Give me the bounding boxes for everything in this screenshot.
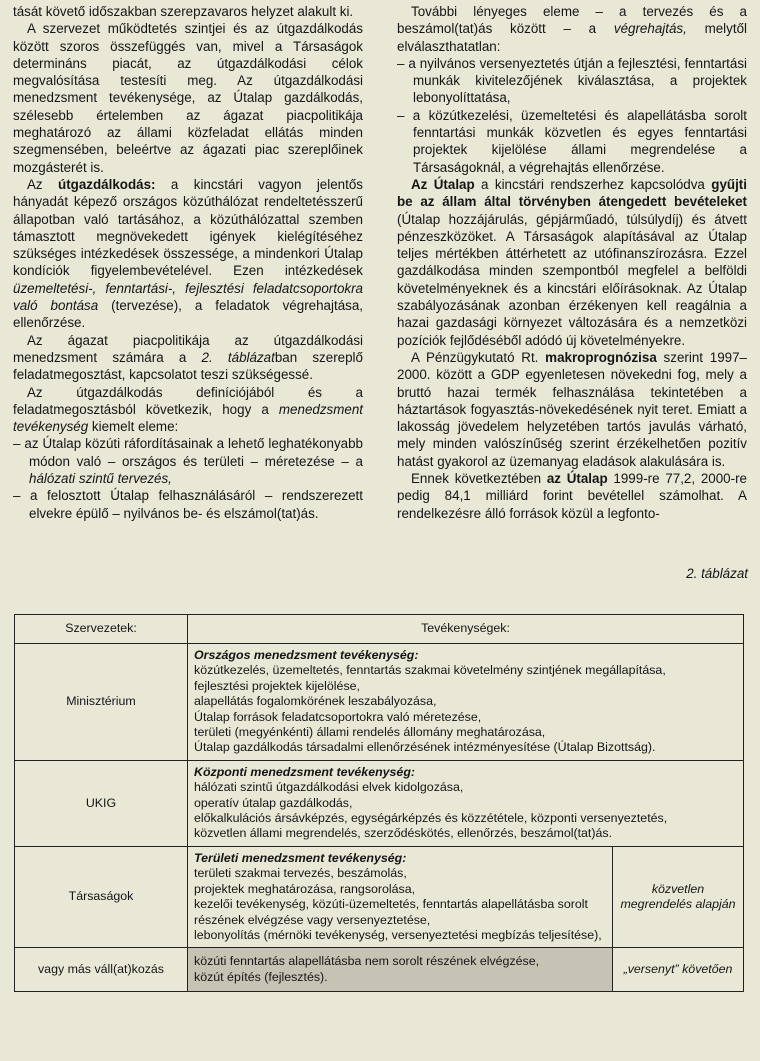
paragraph: További lényeges eleme – a tervezés és a beszámol(tat)ás között – a végrehajtás, melytől elválaszthatatlan: bbox=[397, 4, 747, 54]
left-text-column bbox=[13, 3, 363, 522]
right-text-column bbox=[397, 3, 747, 522]
responsibility-table bbox=[14, 614, 744, 992]
bullet-list bbox=[397, 55, 747, 176]
activity-item: közvetlen állami megrendelés, szerződéskötés, ellenőrzés, beszámol(tat)ás. bbox=[194, 826, 613, 841]
paragraph: Az útgazdálkodás definíciójából és a feladatmegosztásból következik, hogy a menedzsment tevékenység kiemelt eleme: bbox=[13, 384, 363, 435]
activity-item: alapellátás fogalomkörének leszabályozása, bbox=[194, 694, 437, 709]
header-cell-organizations: Szervezetek: bbox=[15, 615, 188, 644]
activity-item: projektek meghatározása, rangsorolása, bbox=[194, 881, 416, 896]
activity-item: fejlesztési projektek kijelölése, bbox=[194, 678, 360, 693]
activity-item: lebonyolítás (mérnöki tevékenység, versenyeztetési megbízás teljesítése), bbox=[194, 927, 602, 942]
activity-item: Útalap gazdálkodás társadalmi ellenőrzésének intézményesítése (Útalap Bizottság). bbox=[194, 740, 656, 755]
activities-cell bbox=[188, 846, 613, 947]
list-item: – a nyilvános versenyeztetés útján a fejlesztési, fenntartási munkák kivitelezőjének kiválasztása, a projektek lebonyolíttatása, bbox=[397, 55, 747, 106]
activities-cell bbox=[188, 644, 744, 761]
activities-cell bbox=[188, 760, 744, 846]
list-item: – az Útalap közúti ráfordításainak a lehető leghatékonyabb módon való – országos és területi – méretezése – a hálózati szintű tervezés, bbox=[13, 436, 363, 487]
table-row bbox=[15, 760, 744, 846]
note-cell: közvetlen megrendelés alapján bbox=[613, 846, 744, 947]
table-header-row bbox=[15, 615, 744, 644]
paragraph: A szervezet működtetés szintjei és az útgazdálkodás között szoros összefüggés van, mivel a Társaságok determináns piacát, az útgazdálkodási célok megvalósítása testesíti meg. Az útgazdálkodási menedzsment tevékenysége, az Útalap gazdálkodás, szélesebb értelemben az ágazat piacpolitikája meghatározó az állami közfeladat ellátás minden szegmensében, beleértve az ágazati piac szereplőinek mozgásterét is. bbox=[13, 21, 363, 175]
paragraph: tását követő időszakban szerepzavaros helyzet alakult ki. bbox=[13, 4, 354, 19]
section-title: Központi menedzsment tevékenység: bbox=[194, 764, 416, 779]
org-cell: Minisztérium bbox=[15, 644, 188, 761]
org-cell: vagy más váll(at)kozás bbox=[15, 948, 188, 992]
table-row bbox=[15, 644, 744, 761]
table-row bbox=[15, 948, 744, 992]
note-cell: „versenyt” követően bbox=[613, 948, 744, 992]
list-item: – a közútkezelési, üzemeltetési és alapellátásba sorolt fenntartási munkák közvetlen és egyes fenntartási projektek kijelölése állami megrendelése a Társaságoknál, a végrehajtás ellenőrzése. bbox=[397, 107, 747, 175]
activity-item: előkalkulációs ársávképzés, egységárképzés és közzététele, központi versenyeztetés, bbox=[194, 811, 668, 826]
activity-item: operatív útalap gazdálkodás, bbox=[194, 795, 353, 810]
activity-item: területi (megyénkénti) állami rendelés állomány meghatározása, bbox=[194, 725, 546, 740]
activity-item: közúti fenntartás alapellátásba nem sorolt részének elvégzése, bbox=[194, 954, 540, 969]
paragraph: A Pénzügykutató Rt. makroprognózisa szerint 1997–2000. között a GDP egyenletesen növekedni fog, mely a bruttó hazai termék felhasználása tekintetében a háztartások fogyasztás-növekedésének nyit teret. Emiatt a lakosság jövedelem helyzetében tartós javulás várható, mely minden valószínűség szerint érzékelhetően pozitív hatást gyakorol az üzemanyag eladások alakulására is. bbox=[397, 349, 747, 469]
activity-item: Útalap források feladatcsoportokra való méretezése, bbox=[194, 709, 482, 724]
activity-item: kezelői tevékenység, közúti-üzemeltetés, fenntartás alapellátásba sorolt részének elvégzése vagy versenyeztetése, bbox=[194, 897, 588, 927]
activity-item: közút építés (fejlesztés). bbox=[194, 969, 328, 984]
section-title: Országos menedzsment tevékenység: bbox=[194, 648, 419, 662]
header-cell-activities: Tevékenységek: bbox=[188, 615, 744, 644]
org-cell: UKIG bbox=[15, 760, 188, 846]
term-bold: útgazdálkodás: bbox=[58, 176, 156, 192]
activity-item: területi szakmai tervezés, beszámolás, bbox=[194, 866, 407, 881]
paragraph: Ennek következtében az Útalap 1999-re 77,2, 2000-re pedig 84,1 milliárd forint bevétellel számolhat. A rendelkezésre álló források közül a legfonto- bbox=[397, 471, 747, 521]
table-caption: 2. táblázat bbox=[686, 566, 748, 581]
activities-cell bbox=[188, 948, 613, 992]
bullet-list bbox=[13, 435, 363, 521]
table-row bbox=[15, 846, 744, 947]
paragraph: Az Útalap a kincstári rendszerhez kapcsolódva gyűjti be az állam által törvényben átengedett bevételeket (Útalap hozzájárulás, gépjárműadó, túlsúlydíj) és átvett pénzeszközöket. A Társaságok alapításával az Útalap teljes mértékben áttérhetett az utófinanszírozásra. Ezzel gazdálkodása minden szempontból megfelel a belföldi követelményeknek és a kincstári előírásoknak. Az Útalap szabályozásának azonban érzékenyen kell reagálnia a hazai gazdasági környezet változására és a nemzetközi pozíciók fejlődéséből adódó új követelményekre. bbox=[397, 176, 747, 348]
org-cell: Társaságok bbox=[15, 846, 188, 947]
section-title: Területi menedzsment tevékenység: bbox=[194, 850, 407, 865]
activity-item: közútkezelés, üzemeltetés, fenntartás szakmai követelmény szintjének megállapítása, bbox=[194, 663, 666, 678]
paragraph: Az ágazat piacpolitikája az útgazdálkodási menedzsment számára a 2. táblázatban szereplő feladatmegosztást, kapcsolatot teszi szükségessé. bbox=[13, 332, 363, 383]
activity-item: hálózati szintű útgazdálkodási elvek kidolgozása, bbox=[194, 780, 464, 795]
list-item: – a felosztott Útalap felhasználásáról – rendszerezett elvekre épülő – nyilvános be- és elszámol(tat)ás. bbox=[13, 488, 363, 521]
paragraph: Az útgazdálkodás: a kincstári vagyon jelentős hányadát képező országos közúthálózat rendeltetésszerű állapotban való tartásához, a közúthálózattal szemben támasztott megnövekedett igények kielégítéséhez szükséges intézkedések összessége, a mindenkori Útalap kondíciók figyelembevételével. Ezen intézkedések üzemeltetési-, fenntartási-, fejlesztési feladatcsoportokra való bontása (tervezése), a feladatok végrehajtása, ellenőrzése. bbox=[13, 176, 364, 331]
